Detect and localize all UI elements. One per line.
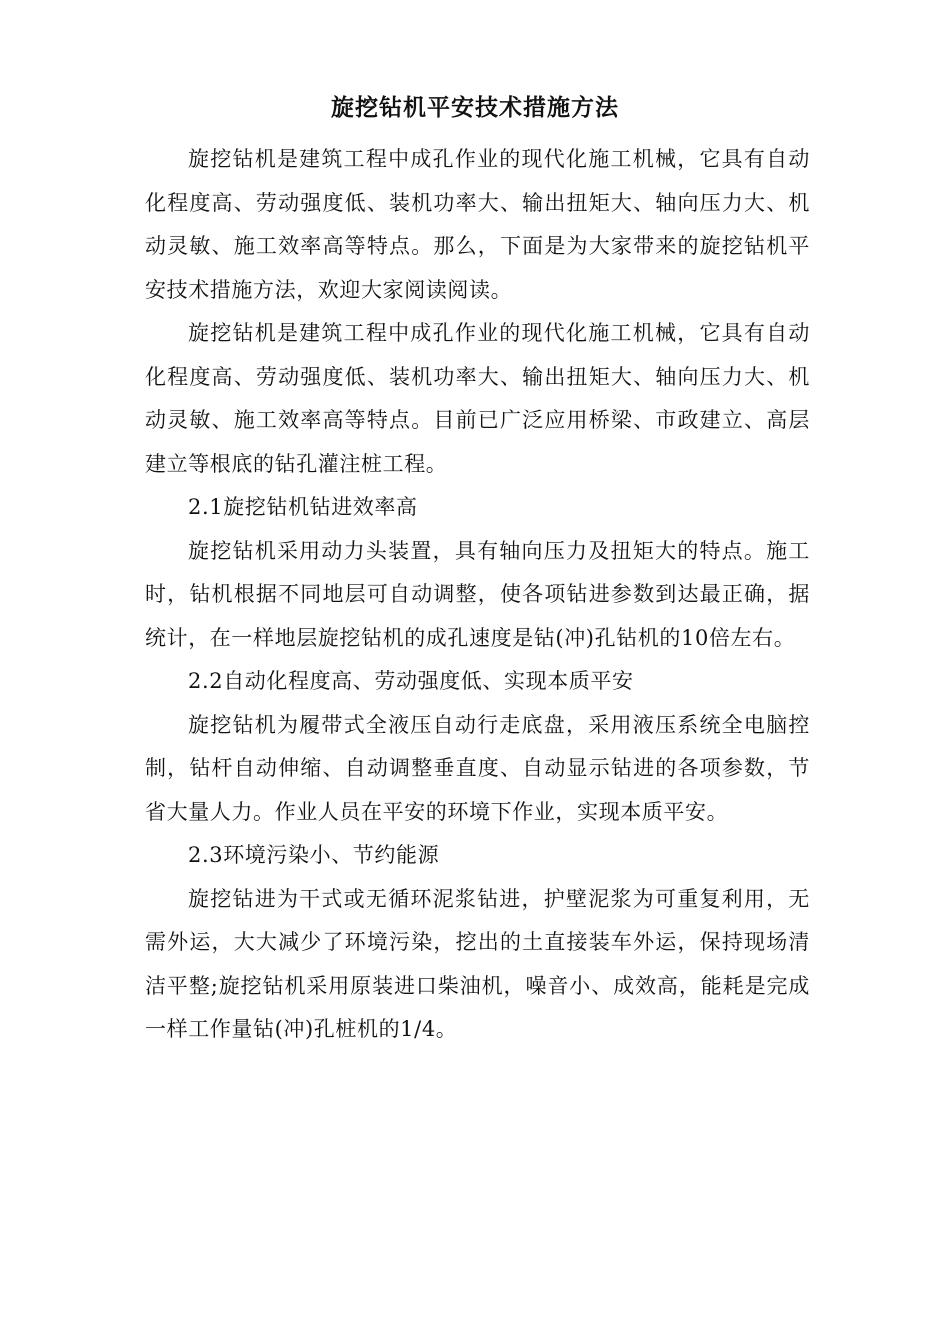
paragraph: 旋挖钻进为干式或无循环泥浆钻进，护壁泥浆为可重复利用，无需外运，大大减少了环境污染，挖出的土直接装车外运，保持现场清洁平整;旋挖钻机采用原装进口柴油机，噪音小、成效高，能耗是完成一样工作量钻(冲)孔桩机的1/4。 [145, 886, 810, 1041]
document-title: 旋挖钻机平安技术措施方法 [331, 94, 619, 121]
paragraph: 旋挖钻机是建筑工程中成孔作业的现代化施工机械，它具有自动化程度高、劳动强度低、装机功率大、输出扭矩大、轴向压力大、机动灵敏、施工效率高等特点。那么，下面是为大家带来的旋挖钻机平安技术措施方法，欢迎大家阅读阅读。 [145, 147, 810, 302]
section-heading: 2.3环境污染小、节约能源 [188, 843, 440, 867]
section-heading: 2.2自动化程度高、劳动强度低、实现本质平安 [188, 669, 634, 693]
paragraph: 旋挖钻机是建筑工程中成孔作业的现代化施工机械，它具有自动化程度高、劳动强度低、装机功率大、输出扭矩大、轴向压力大、机动灵敏、施工效率高等特点。目前已广泛应用桥梁、市政建立、高层建立等根底的钻孔灌注桩工程。 [145, 321, 810, 476]
paragraph: 旋挖钻机采用动力头装置，具有轴向压力及扭矩大的特点。施工时，钻机根据不同地层可自动调整，使各项钻进参数到达最正确，据统计，在一样地层旋挖钻机的成孔速度是钻(冲)孔钻机的10倍左右。 [145, 538, 810, 650]
paragraph: 旋挖钻机为履带式全液压自动行走底盘，采用液压系统全电脑控制，钻杆自动伸缩、自动调整垂直度、自动显示钻进的各项参数，节省大量人力。作业人员在平安的环境下作业，实现本质平安。 [145, 712, 810, 824]
section-heading: 2.1旋挖钻机钻进效率高 [188, 495, 418, 519]
document-body [145, 138, 810, 1052]
